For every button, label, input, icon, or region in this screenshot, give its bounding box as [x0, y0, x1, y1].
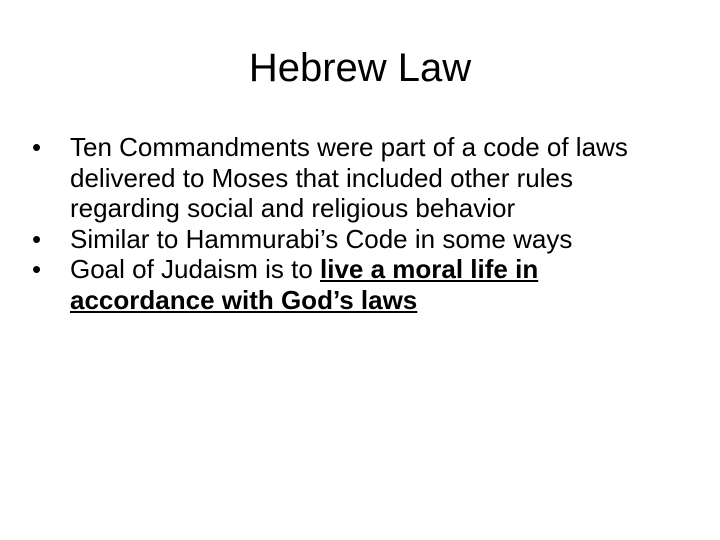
bullet-text: Similar to Hammurabi’s Code in some ways [70, 223, 573, 254]
bullet-text: Goal of Judaism is to [70, 254, 320, 284]
bullet-emphasis: live a moral life in accordance with God’s laws [70, 254, 539, 315]
bullet-dot: • [32, 132, 42, 162]
bullet-item [32, 224, 682, 255]
bullet-list [32, 132, 682, 315]
bullet-item [32, 132, 682, 224]
bullet-dot: • [32, 254, 42, 284]
bullet-item [32, 254, 682, 315]
bullet-dot: • [32, 223, 42, 254]
slide-title: Hebrew Law [248, 46, 472, 90]
bullet-text: Ten Commandments were part of a code of laws delivered to Moses that included other rules regarding social and religious behavior [70, 132, 628, 223]
